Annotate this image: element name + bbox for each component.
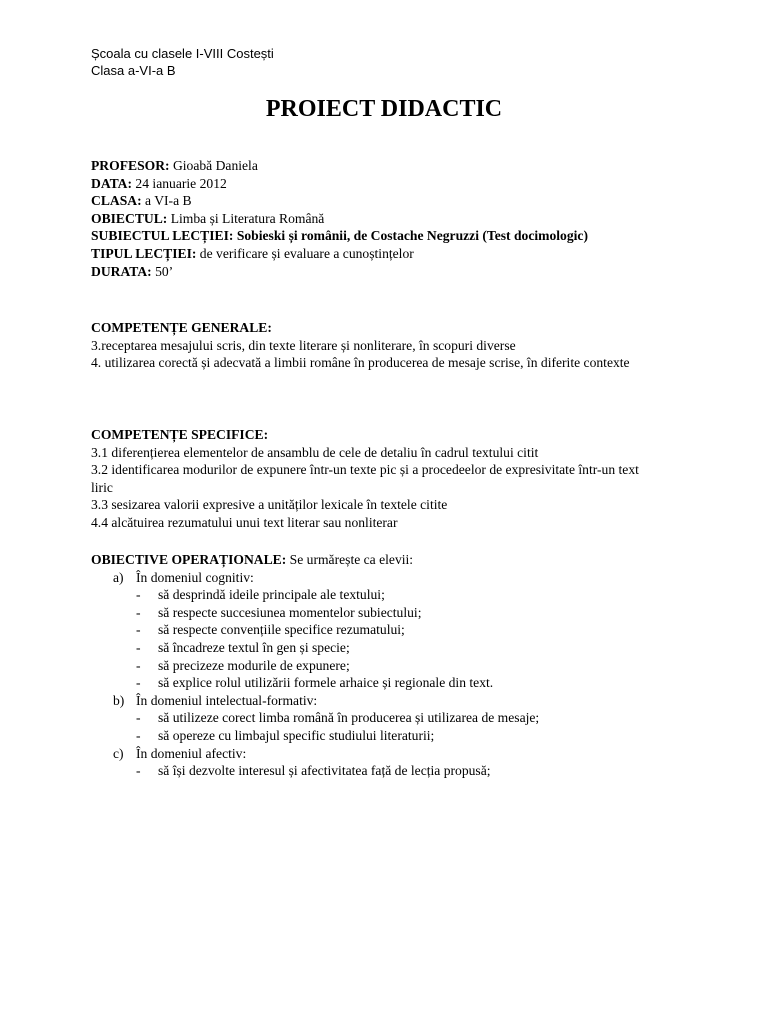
info-profesor: PROFESOR: Gioabă Daniela — [91, 158, 258, 173]
school-name: Școala cu clasele I-VIII Costești — [91, 46, 274, 61]
section-heading: OBIECTIVE OPERAȚIONALE: Se urmărește ca elevii: — [91, 552, 414, 567]
list-item: - să încadreze textul în gen și specie; — [136, 639, 350, 655]
page-title: PROIECT DIDACTIC — [265, 96, 503, 122]
section-heading: COMPETENȚE SPECIFICE: — [91, 427, 269, 442]
list-item: - să precizeze modurile de expunere; — [136, 657, 350, 673]
class-name: Clasa a-VI-a B — [91, 63, 176, 78]
list-item: - să utilizeze corect limba română în producerea și utilizarea de mesaje; — [136, 710, 540, 726]
list-item: - să își dezvolte interesul și afectivitatea față de lecția propusă; — [136, 763, 491, 779]
section-heading: COMPETENȚE GENERALE: — [91, 320, 272, 335]
competenta-item: 3.3 sesizarea valorii expresive a unităților lexicale în textele citite — [91, 497, 448, 513]
list-item: - să respecte convențiile specifice rezumatului; — [136, 622, 405, 638]
info-tipul: TIPUL LECȚIEI: de verificare și evaluare a cunoștințelor — [91, 245, 414, 261]
competenta-item: 4.4 alcătuirea rezumatului unui text literar sau nonliterar — [91, 514, 398, 530]
competente-generale-section — [91, 319, 651, 372]
info-subiectul: SUBIECTUL LECȚIEI: Sobieski și românii, de Costache Negruzzi (Test docimologic) — [91, 228, 588, 244]
list-item: - să opereze cu limbajul specific studiului literaturii; — [136, 727, 435, 743]
info-obiectul: OBIECTUL: Limba și Literatura Română — [91, 210, 325, 226]
competente-specifice-section — [91, 426, 651, 532]
list-item: - să respecte succesiunea momentelor subiectului; — [136, 604, 422, 620]
info-section — [91, 157, 651, 280]
info-durata: DURATA: 50’ — [91, 263, 174, 279]
header — [91, 45, 274, 79]
competenta-item: 3.2 identificarea modurilor de expunere într-un texte pic și a procedeelor de expresivitate într-un text liric — [91, 462, 639, 495]
obiective-section — [91, 551, 691, 780]
domain-heading: b) În domeniul intelectual-formativ: — [113, 692, 318, 708]
competenta-item: 3.receptarea mesajului scris, din texte literare și nonliterare, în scopuri diverse — [91, 337, 516, 353]
competenta-item: 3.1 diferențierea elementelor de ansamblu de cele de detaliu în cadrul textului citit — [91, 444, 539, 460]
list-item: - să desprindă ideile principale ale textului; — [136, 587, 385, 603]
domain-heading: a) În domeniul cognitiv: — [113, 569, 254, 585]
info-data: DATA: 24 ianuarie 2012 — [91, 175, 227, 191]
list-item: - să explice rolul utilizării formele arhaice și regionale din text. — [136, 675, 494, 691]
competenta-item: 4. utilizarea corectă și adecvată a limbii române în producerea de mesaje scrise, în diferite contexte — [91, 355, 630, 371]
domain-heading: c) În domeniul afectiv: — [113, 745, 247, 761]
info-clasa: CLASA: a VI-a B — [91, 193, 192, 209]
